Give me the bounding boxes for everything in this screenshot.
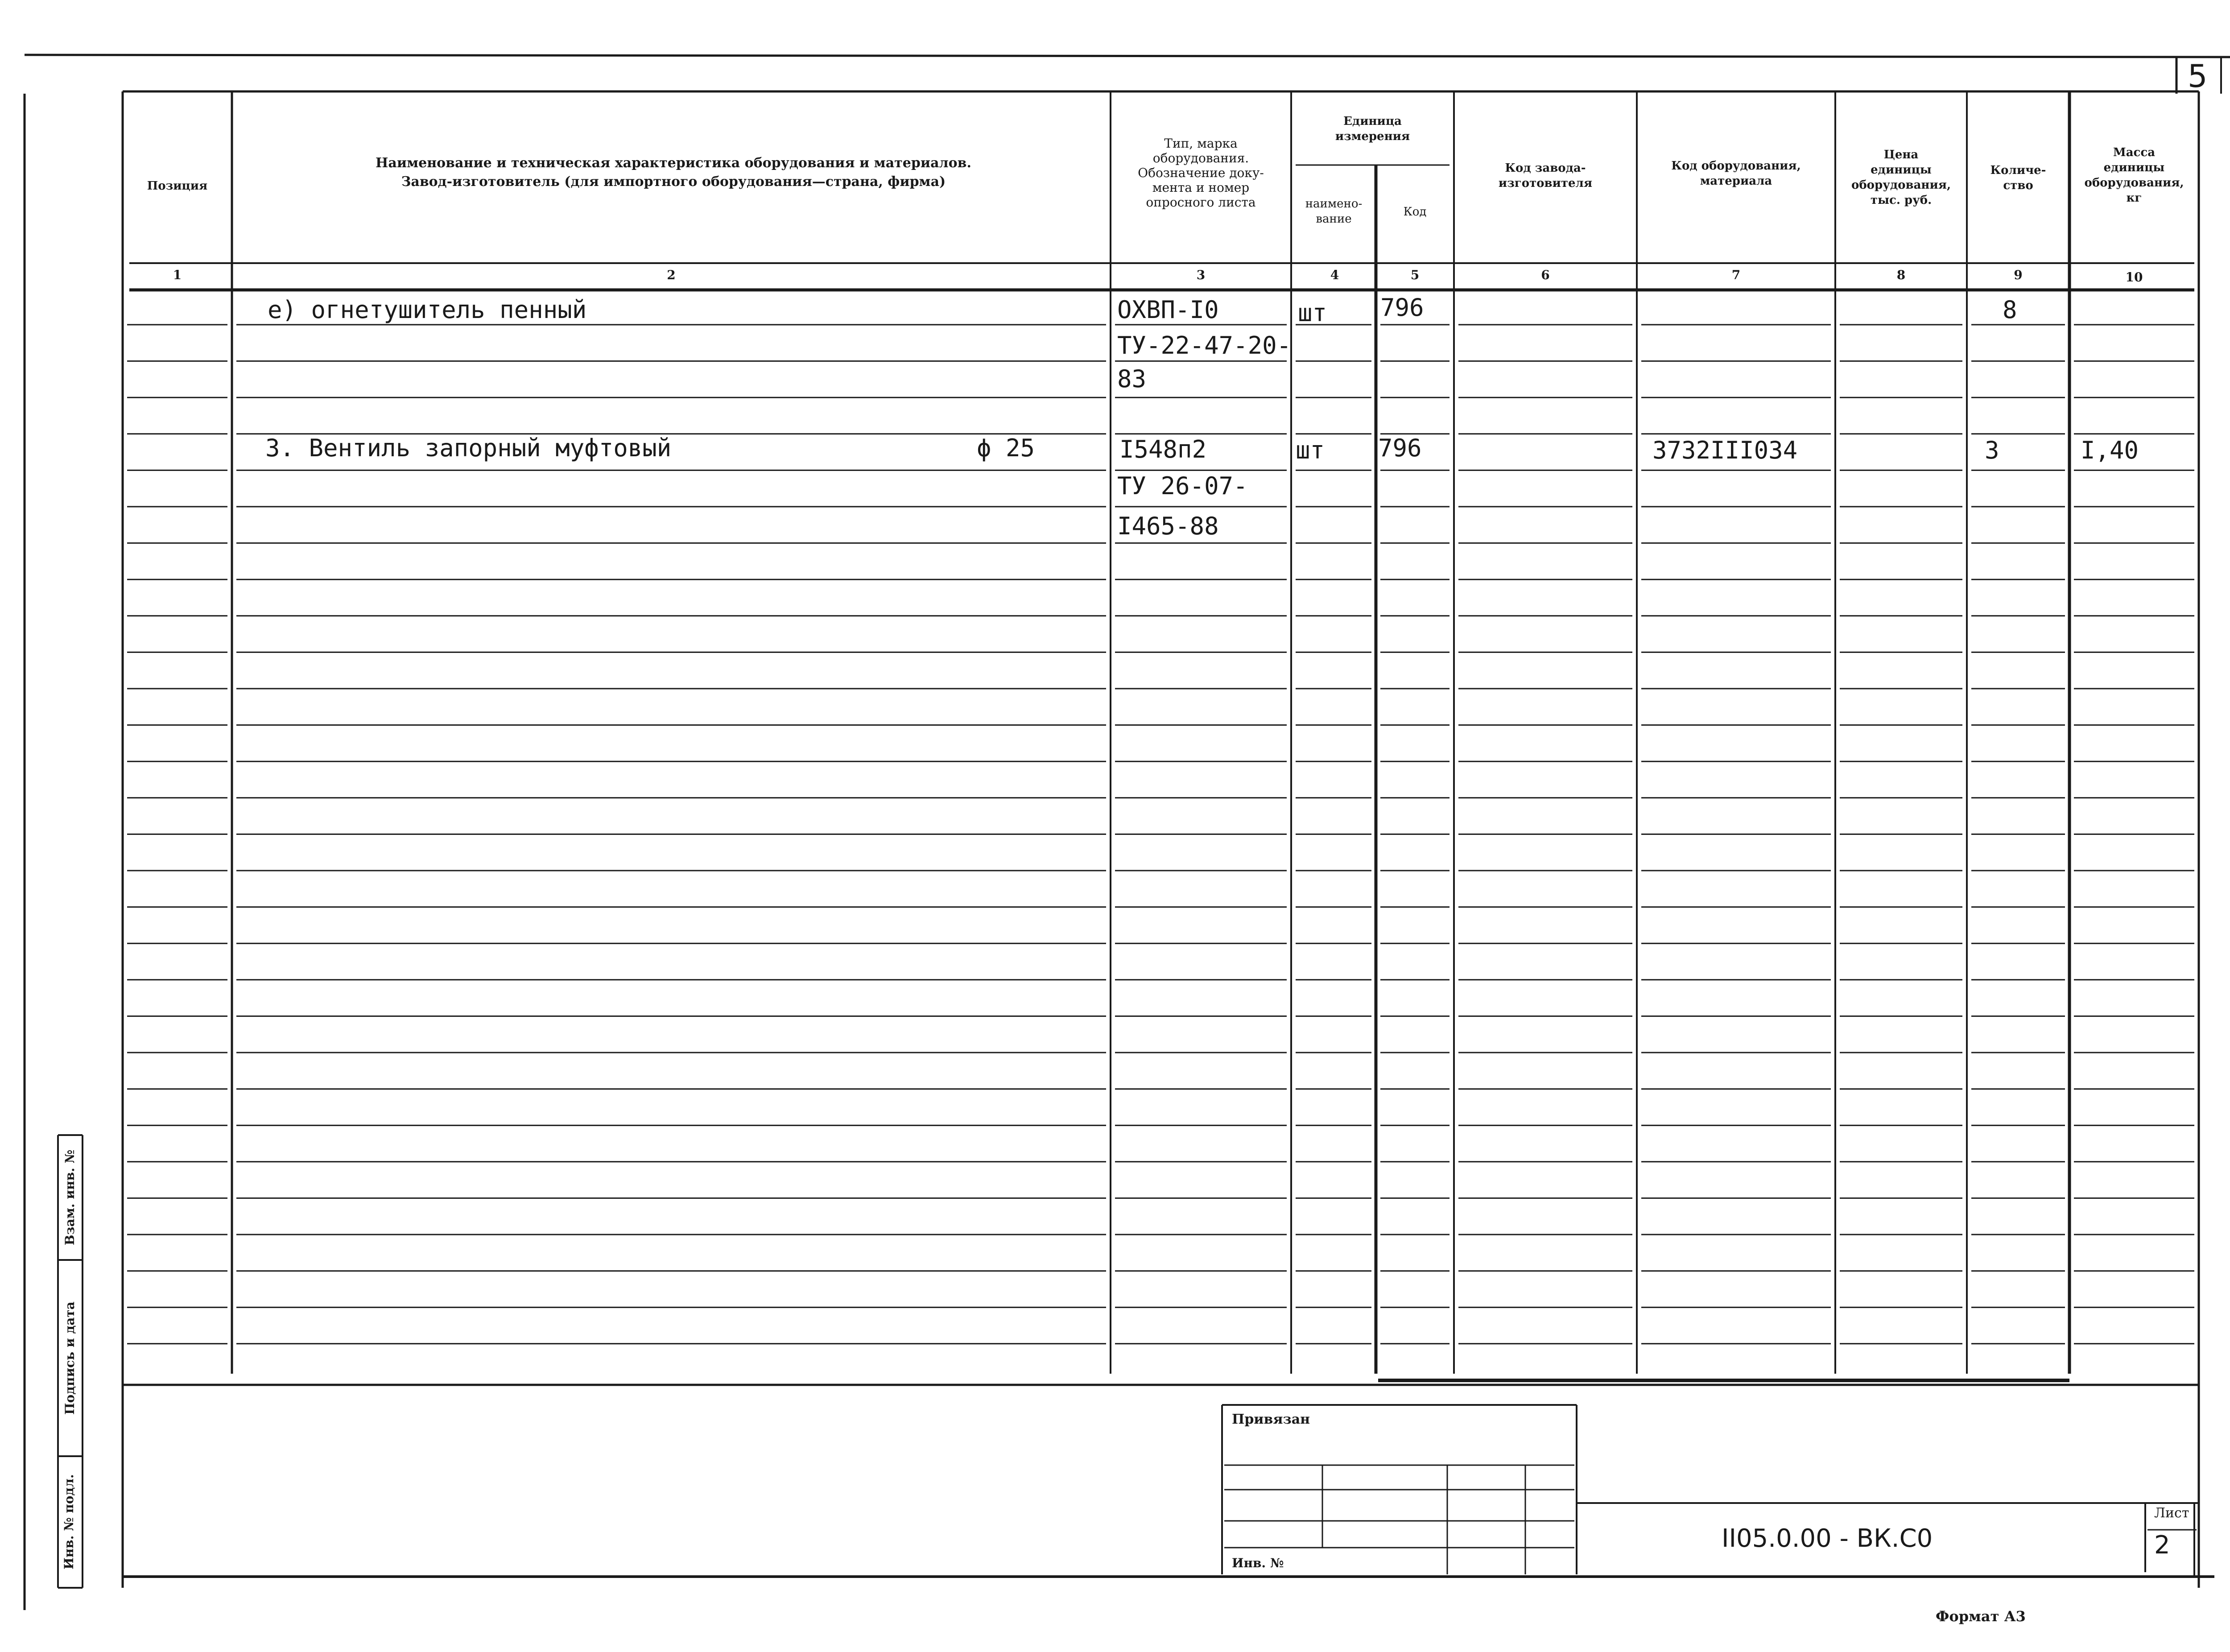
header-price: Цена единицы оборудования, тыс. руб. [1851, 148, 1951, 207]
row2-name: 3. Вентиль запорный муфтовый [265, 434, 672, 462]
row2-type-line3: I465-88 [1117, 512, 1219, 540]
col-number-2: 2 [667, 268, 676, 282]
row1-type-line1: ОХВП-I0 [1117, 296, 1219, 324]
row2-quantity: 3 [1985, 436, 1999, 464]
header-manufacturer-code: Код завода- изготовителя [1498, 161, 1593, 190]
side-label-vzam: Взам. инв. № [62, 1149, 77, 1246]
row1-unit-code: 796 [1380, 293, 1424, 322]
col-number-7: 7 [1731, 268, 1741, 282]
row2-type-line1: I548п2 [1119, 435, 1207, 463]
row2-size: ϕ 25 [977, 434, 1035, 462]
header-mass: Масса единицы оборудования, кг [2084, 146, 2184, 205]
row1-type-line3: 83 [1117, 365, 1147, 393]
header-name: Наименование и техническая характеристика оборудования и материалов. Завод-изготовитель (для импортного оборудования—страна, фирма) [376, 155, 971, 190]
row1-name: е) огнетушитель пенный [268, 296, 587, 324]
header-unit-code: Код [1403, 205, 1427, 219]
row1-quantity: 8 [2003, 296, 2017, 324]
sheet-label: Лист [2154, 1505, 2189, 1521]
header-unit: Единица измерения [1335, 115, 1410, 143]
header-type: Тип, марка оборудования. Обозначение доку- мента и номер опросного листа [1138, 136, 1264, 210]
row2-equipment-code: 3732III034 [1652, 436, 1798, 464]
row1-type-line2: ТУ-22-47-20- [1117, 331, 1292, 359]
row2-mass: I,40 [2081, 436, 2139, 464]
header-equipment-code: Код оборудования, материала [1671, 159, 1801, 188]
stamp-attached: Привязан [1232, 1412, 1310, 1427]
stamp-inv-no: Инв. № [1232, 1556, 1284, 1570]
side-label-signature: Подпись и дата [62, 1301, 77, 1415]
header-position: Позиция [147, 179, 208, 193]
col-number-1: 1 [173, 268, 182, 282]
format-label: Формат А3 [1936, 1608, 2026, 1625]
col-number-8: 8 [1896, 268, 1906, 282]
document-code: II05.0.00 - ВК.С0 [1722, 1524, 1933, 1553]
col-number-3: 3 [1196, 268, 1206, 282]
row2-unit-code: 796 [1378, 434, 1422, 462]
col-number-10: 10 [2125, 270, 2143, 285]
col-number-4: 4 [1330, 268, 1339, 282]
sheet-value: 2 [2154, 1531, 2170, 1560]
col-number-6: 6 [1541, 268, 1550, 282]
header-quantity: Количе- ство [1990, 164, 2046, 192]
sheet-number: 5 [2188, 58, 2208, 95]
row2-unit-name: шт [1296, 436, 1325, 464]
side-label-inv-podl: Инв. № подл. [62, 1474, 76, 1569]
col-number-5: 5 [1410, 268, 1420, 282]
row2-type-line2: ТУ 26-07- [1117, 472, 1248, 500]
row1-unit-name: шт [1298, 299, 1327, 327]
col-number-9: 9 [2014, 268, 2023, 282]
header-unit-name: наимено- вание [1305, 197, 1363, 226]
